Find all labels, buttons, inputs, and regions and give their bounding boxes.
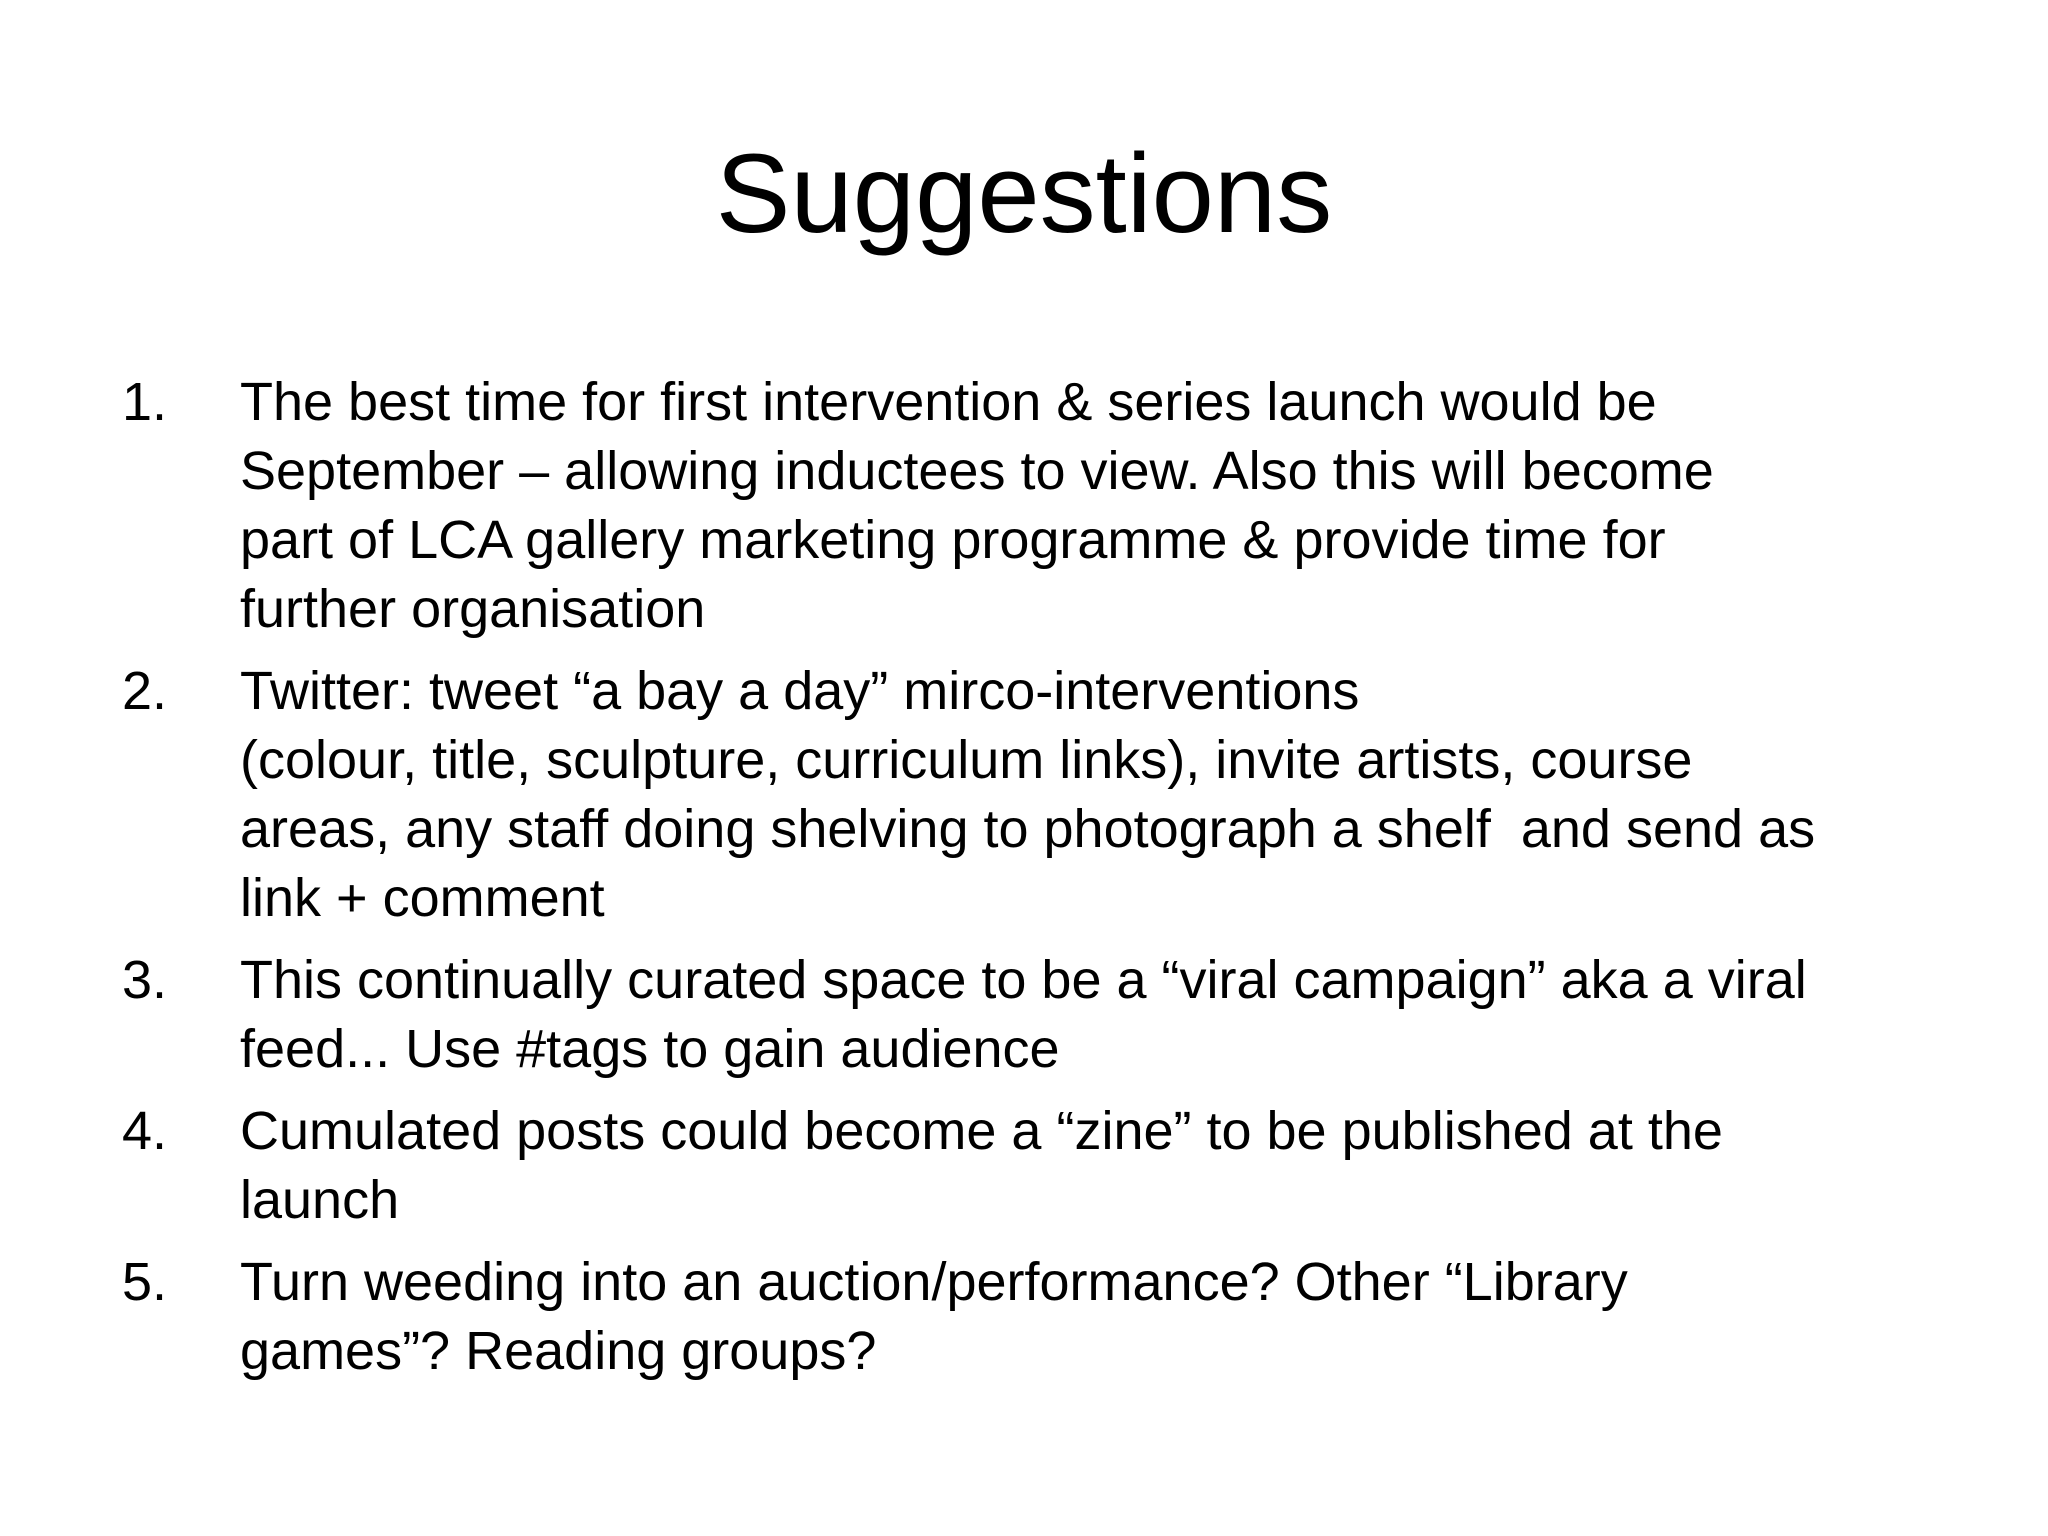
item-text-line: link + comment <box>240 868 605 928</box>
item-number: 5. <box>122 1252 168 1312</box>
item-text <box>240 1097 1982 1235</box>
item-text <box>240 657 1982 933</box>
item-number: 3. <box>122 950 168 1010</box>
suggestion-item-3 <box>122 946 1982 1084</box>
item-text-line: September – allowing inductees to view. Also this will become <box>240 441 1714 501</box>
item-text <box>240 946 1982 1084</box>
item-text-line: games”? Reading groups? <box>240 1321 877 1381</box>
item-text <box>240 368 1982 644</box>
suggestion-item-4 <box>122 1097 1982 1235</box>
item-text-line: part of LCA gallery marketing programme & provide time for <box>240 510 1666 570</box>
item-text-line: Turn weeding into an auction/performance? Other “Library <box>240 1252 1628 1312</box>
item-text-line: further organisation <box>240 579 706 639</box>
item-text-line: feed... Use #tags to gain audience <box>240 1019 1060 1079</box>
item-number: 4. <box>122 1101 168 1161</box>
suggestion-item-2 <box>122 657 1982 933</box>
suggestion-list <box>122 368 1982 1399</box>
slide-title: Suggestions <box>715 131 1333 256</box>
suggestion-item-1 <box>122 368 1982 644</box>
item-text-line: Twitter: tweet “a bay a day” mirco-interventions <box>240 661 1360 721</box>
item-text-line: Cumulated posts could become a “zine” to be published at the <box>240 1101 1723 1161</box>
item-text <box>240 1248 1982 1386</box>
item-text-line: (colour, title, sculpture, curriculum links), invite artists, course <box>240 730 1693 790</box>
item-text-line: The best time for first intervention & series launch would be <box>240 372 1657 432</box>
item-text-line: launch <box>240 1170 400 1230</box>
item-text-line: areas, any staff doing shelving to photograph a shelf and send as <box>240 799 1816 859</box>
item-number: 2. <box>122 661 168 721</box>
item-number: 1. <box>122 372 168 432</box>
item-text-line: This continually curated space to be a “viral campaign” aka a viral <box>240 950 1807 1010</box>
suggestion-item-5 <box>122 1248 1982 1386</box>
